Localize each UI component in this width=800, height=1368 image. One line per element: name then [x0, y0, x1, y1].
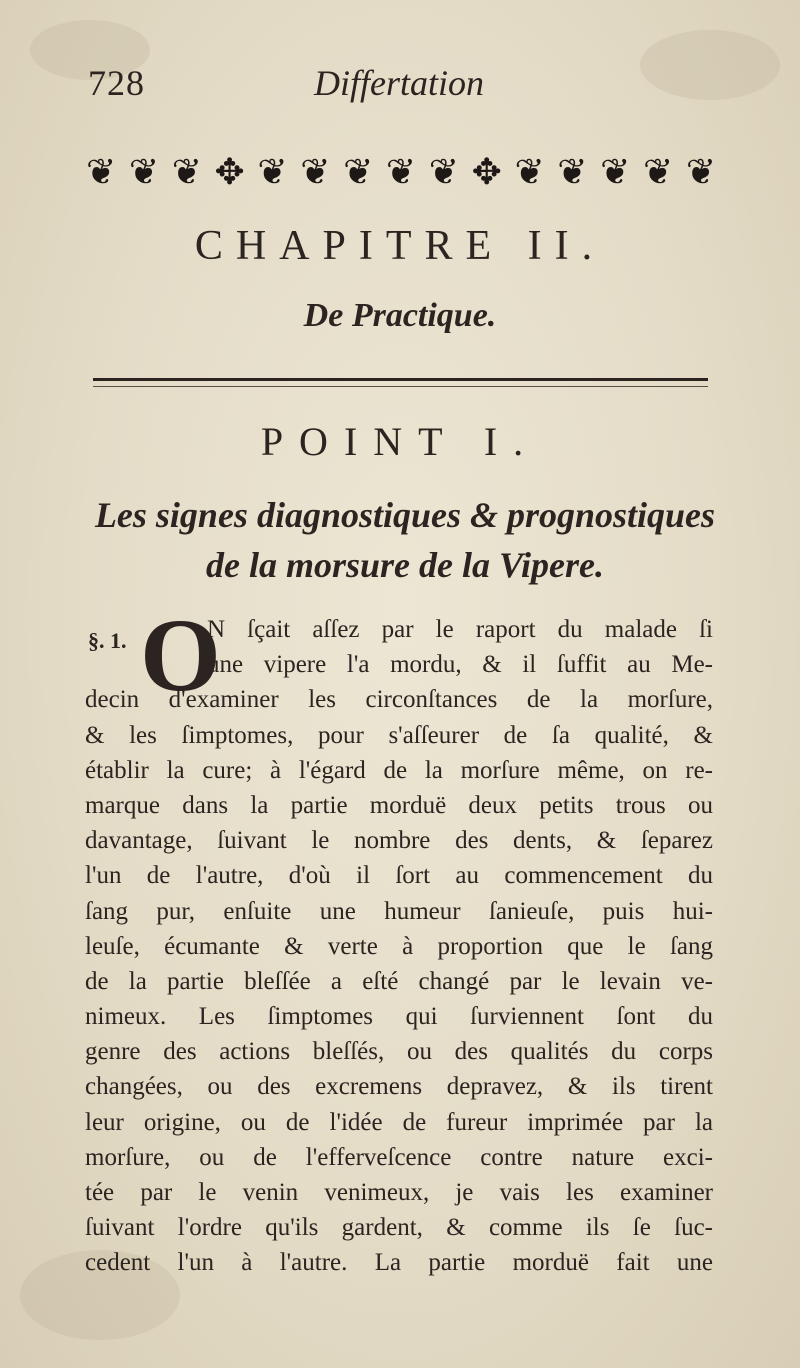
text-line: morſure, ou de l'efferveſcence contre nature exci- — [85, 1143, 713, 1171]
text-line: marque dans la partie morduë deux petits trous ou — [85, 791, 713, 819]
horizontal-rule — [93, 378, 708, 381]
text-line: ſang pur, enſuite une humeur ſanieuſe, puis hui- — [85, 897, 713, 925]
ornament-glyph: ❦ — [642, 151, 672, 193]
text-line: N ſçait aſſez par le raport du malade ſi — [207, 616, 713, 643]
running-header — [88, 62, 708, 112]
text-line: changées, ou des excremens depravez, & ils tirent — [85, 1073, 713, 1101]
text-line: leuſe, écumante & verte à proportion que le ſang — [85, 932, 713, 960]
ornament-glyph: ✥ — [214, 151, 243, 193]
ornament-glyph: ✥ — [471, 151, 500, 193]
text-line: davantage, ſuivant le nombre des dents, & ſeparez — [85, 827, 713, 855]
ornament-glyph: ❦ — [514, 151, 543, 193]
section-title-line-2: de la morsure de la Vipere. — [206, 545, 604, 585]
ornament-glyph: ❦ — [385, 151, 415, 193]
chapter-subtitle: De Practique. — [303, 297, 497, 334]
text-line: tée par le venin venimeux, je vais les examiner — [85, 1179, 713, 1206]
body-text — [85, 612, 713, 1281]
ornament-glyph: ❦ — [257, 151, 286, 193]
text-line: nimeux. Les ſimptomes qui ſurviennent ſont du — [85, 1003, 713, 1031]
ornament-glyph: ❦ — [600, 151, 629, 193]
text-line: cedent l'un à l'autre. La partie morduë fait une — [85, 1249, 713, 1277]
text-line: de la partie bleſſée a eſté changé par le levain ve- — [85, 967, 713, 995]
text-line: & les ſimptomes, pour s'aſſeurer de ſa qualité, & — [85, 721, 713, 749]
page-number: 728 — [88, 63, 145, 103]
text-line: l'un de l'autre, d'où il ſort au commencement du — [85, 862, 713, 890]
ornament-glyph: ❦ — [428, 151, 457, 193]
ornament-glyph: ❦ — [128, 151, 158, 193]
text-line: établir la cure; à l'égard de la morſure même, on re- — [85, 756, 713, 784]
point-title: POINT I. — [260, 419, 540, 464]
ornament-glyph: ❦ — [685, 151, 714, 193]
section-title-line-1: Les signes diagnostiques & prognostiques — [94, 495, 716, 535]
running-title: Differtation — [314, 63, 484, 103]
ornament-glyph: ❦ — [300, 151, 329, 193]
decorative-ornament-band — [86, 148, 714, 196]
ornament-glyph: ❦ — [343, 151, 372, 193]
ornament-glyph: ❦ — [86, 151, 115, 193]
text-line: genre des actions bleſſés, ou des qualités du corps — [85, 1038, 713, 1066]
text-line: une vipere l'a mordu, & il ſuffit au Me- — [207, 651, 713, 679]
drop-cap: O — [140, 598, 221, 713]
horizontal-rule-thin — [93, 386, 708, 387]
chapter-title: CHAPITRE II. — [194, 223, 606, 269]
text-line: ſuivant l'ordre qu'ils gardent, & comme ils ſe ſuc- — [85, 1214, 713, 1242]
ornament-glyph: ❦ — [557, 151, 586, 193]
text-line: decin d'examiner les circonſtances de la morſure, — [85, 686, 713, 714]
ornament-glyph: ❦ — [171, 151, 200, 193]
text-line: leur origine, ou de l'idée de fureur imprimée par la — [85, 1108, 713, 1136]
paragraph-mark: §. 1. — [88, 628, 127, 653]
section-title — [80, 490, 730, 590]
